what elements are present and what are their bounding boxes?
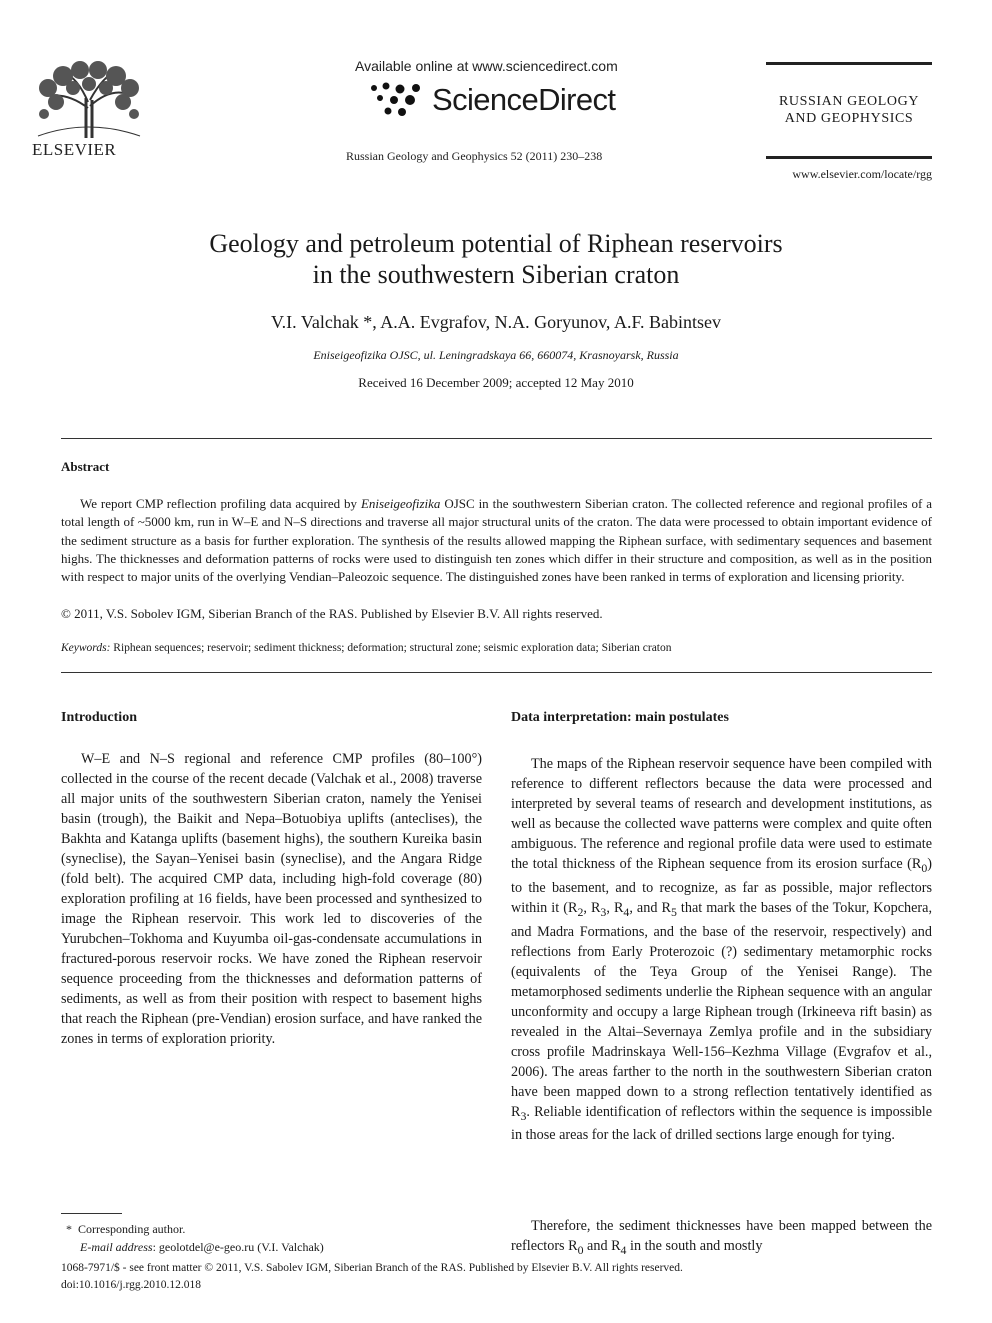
text-run: . Reliable identification of reflectors within the sequence is impossible in those areas for the lack of drilled sections large enough for tying. xyxy=(511,1103,932,1144)
corresponding-label: Corresponding author. xyxy=(78,1222,186,1236)
issn-line: 1068-7971/$ - see front matter © 2011, V.S. Sabolev IGM, Siberian Branch of the RAS. Published by Elsevier B.V. All rights reserved. xyxy=(61,1262,683,1274)
publisher-name: ELSEVIER xyxy=(32,140,117,159)
abstract-heading: Abstract xyxy=(61,459,110,474)
masthead-bottom-rule xyxy=(766,156,932,159)
abstract-company-name: Eniseigeofizika xyxy=(360,496,441,511)
available-online-text[interactable]: Available online at www.sciencedirect.com xyxy=(355,58,618,74)
email-address[interactable]: : geolotdel@e-geo.ru (V.I. Valchak) xyxy=(152,1240,324,1254)
text-run: ) to the basement, and to recognize, as far as possible, major reflectors within it (R xyxy=(511,856,932,916)
footnote-rule xyxy=(61,1213,122,1214)
subscript: 0 xyxy=(577,1242,584,1257)
article-title-line2: in the southwestern Siberian craton xyxy=(312,260,680,289)
journal-citation: Russian Geology and Geophysics 52 (2011) 230–238 xyxy=(346,149,603,163)
author-list: V.I. Valchak *, A.A. Evgrafov, N.A. Goryunov, A.F. Babintsev xyxy=(270,312,722,332)
journal-masthead xyxy=(766,93,932,127)
subscript: 4 xyxy=(620,1242,627,1257)
text-run: The maps of the Riphean reservoir sequence have been compiled with reference to different reflectors because the data were processed and interpreted by several teams of research and development institutions, as well as because the collected wave patterns were complex and quite often ambiguous. The reference and regional profile data were used to estimate the total thickness of the Riphean sequence from its erosion surface (R xyxy=(511,756,932,872)
received-dates: Received 16 December 2009; accepted 12 May 2010 xyxy=(358,375,634,390)
footnote-star: * xyxy=(66,1222,72,1236)
text-run: , and R xyxy=(629,899,671,916)
subscript: 2 xyxy=(577,904,584,919)
keywords-label: Keywords: xyxy=(61,642,111,654)
introduction-paragraph: W–E and N–S regional and reference CMP profiles (80–100°) collected in the course of the recent decade (Valchak et al., 2008) traverse all major units of the southwestern Siberian craton, namely the Yenisei basin (trough), the Baikit and Nepa–Botuobiya uplifts (anteclises), the Bakhta and Katanga uplifts (basement highs), the southern Kureika basin (syneclise), the Sayan–Yenisei basin (syneclise), and the Angara Ridge (fold belt). The acquired CMP data, including high-fold coverage (80) exploration profiling at 16 fields, have been processed and synthesized to image the Riphean reservoir. This work led to discoveries of the Yurubchen–Tokhoma and Kuyumba oil-gas-condensate accumulations in fractured-porous reservoir rocks. We have zoned the Riphean reservoir sequence proceeding from the thicknesses and deformation patterns of sediments, as well as from their position with respect to basement highs that reach the Riphean (pre-Vendian) erosion surface, and have ranked the zones in terms of exploration priority. xyxy=(61,751,482,1047)
subscript: 4 xyxy=(623,904,630,919)
sciencedirect-wordmark: ScienceDirect xyxy=(432,82,616,117)
email-note xyxy=(80,1240,324,1255)
article-title xyxy=(60,228,932,290)
subscript: 3 xyxy=(600,904,607,919)
email-label: E-mail address xyxy=(80,1240,153,1254)
article-title-line1: Geology and petroleum potential of Riphean reservoirs xyxy=(209,229,783,258)
introduction-heading: Introduction xyxy=(61,710,137,725)
keywords-list: Riphean sequences; reservoir; sediment thickness; deformation; structural zone; seismic exploration data; Siberian craton xyxy=(113,642,672,654)
sciencedirect-dots-icon xyxy=(368,80,430,118)
subscript: 3 xyxy=(520,1108,527,1123)
introduction-text xyxy=(61,749,482,1049)
abstract-text-part: We report CMP reflection profiling data acquired by xyxy=(80,496,361,511)
journal-masthead-line2: AND GEOPHYSICS xyxy=(784,111,914,126)
journal-url-link[interactable]: www.elsevier.com/locate/rgg xyxy=(792,167,932,181)
divider xyxy=(61,438,932,439)
data-interpretation-paragraph-2 xyxy=(511,1216,932,1260)
corresponding-author-note xyxy=(66,1222,185,1237)
abstract-text-part: OJSC in the southwestern Siberian craton. The collected reference and regional profiles of a total length of ~5000 km, run in W–E and N–S directions and traverse all major structural units of the craton. The data were processed to obtain important evidence of the sediment structure as a basis for further exploration. The synthesis of the results allowed mapping the Riphean surface, with sedimentary sequences and basement highs. The thicknesses and deformation patterns of rocks were used to distinguish ten zones which differ in their structure and composition, as well as in the position with respect to major units of the overlying Vendian–Paleozoic sequence. The distinguished zones have been ranked in terms of exploration and licensing priority. xyxy=(61,496,932,585)
subscript: 5 xyxy=(670,904,677,919)
copyright-notice: © 2011, V.S. Sobolev IGM, Siberian Branch of the RAS. Published by Elsevier B.V. All rights reserved. xyxy=(61,606,603,621)
text-run: and R xyxy=(583,1238,621,1254)
text-run: that mark the bases of the Tokur, Kopchera, and Madra Formations, and the base of the reservoir, respectively) and reflections from Early Proterozoic (?) sedimentary metamorphic rocks (equivalents of the Teya Group of the Yenisei Range). The metamorphosed sediments underlie the Riphean sequence with an angular unconformity and occupy a large Riphean trough (Irkineeva rift basin) as revealed in the Altai–Severnaya Zemlya profile and in the subsidiary cross profile Madrinskaya Well-156–Kezhma Village (Evgrafov et al., 2006). The areas farther to the north in the southwestern Siberian craton have been mapped down to a strong reflection tentatively identified as R xyxy=(511,899,932,1120)
text-run: Therefore, the sediment thicknesses have been mapped between the reflectors R xyxy=(511,1218,932,1254)
text-run: in the south and mostly xyxy=(626,1238,763,1254)
data-interpretation-heading: Data interpretation: main postulates xyxy=(511,710,729,725)
text-run: , R xyxy=(583,899,601,916)
subscript: 0 xyxy=(921,860,928,875)
journal-masthead-line1: RUSSIAN GEOLOGY xyxy=(778,94,920,109)
affiliation: Eniseigeofizika OJSC, ul. Leningradskaya 66, 660074, Krasnoyarsk, Russia xyxy=(313,348,679,362)
doi-link[interactable]: doi:10.1016/j.rgg.2010.12.018 xyxy=(61,1279,202,1291)
masthead-top-rule xyxy=(766,62,932,65)
keywords xyxy=(61,642,932,654)
data-interpretation-paragraph-1 xyxy=(511,754,932,1145)
divider xyxy=(61,672,932,673)
abstract-text xyxy=(61,495,932,586)
text-run: , R xyxy=(606,899,624,916)
